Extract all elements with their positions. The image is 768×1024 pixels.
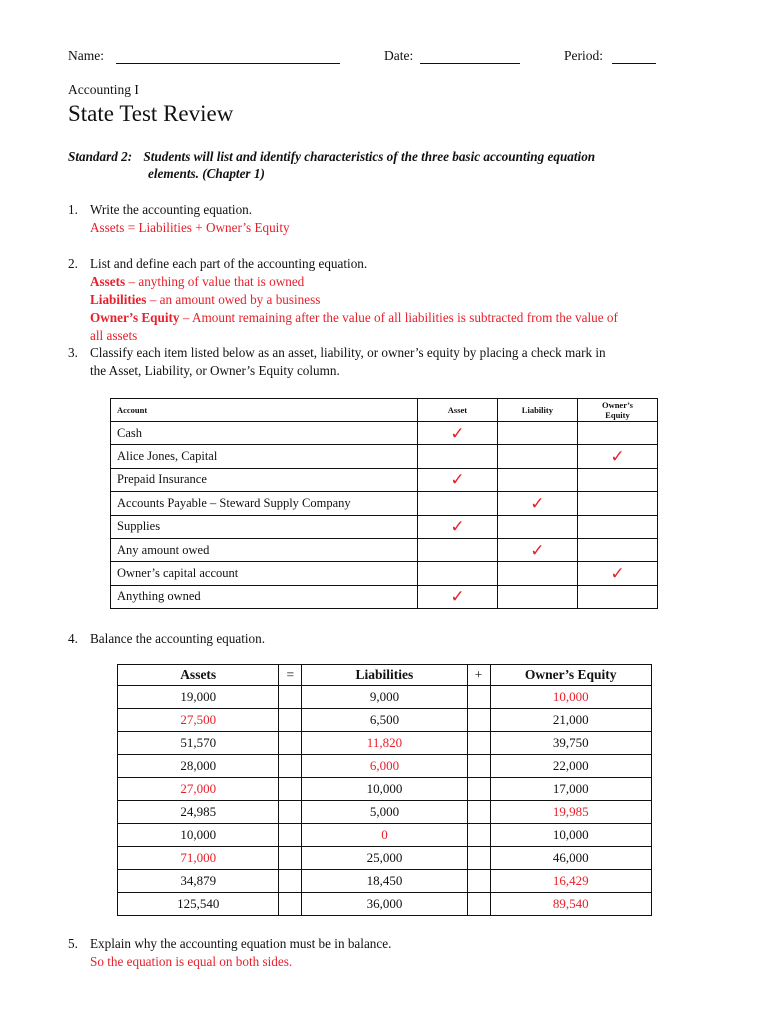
q3-line-2: the Asset, Liability, or Owner’s Equity column. — [90, 363, 340, 378]
plus-cell — [467, 847, 490, 870]
check-mark-icon: ✓ — [530, 493, 545, 513]
question-4 — [0, 630, 768, 650]
classification-row — [111, 445, 658, 468]
equation-row — [118, 755, 652, 778]
asset-header: Asset — [418, 399, 498, 422]
asset-check-cell[interactable] — [418, 538, 498, 561]
question-3 — [0, 344, 768, 384]
q1-answer: Assets = Liabilities + Owner’s Equity — [90, 220, 290, 235]
date-blank[interactable] — [420, 48, 520, 64]
equity-check-cell[interactable] — [577, 492, 657, 515]
equals-cell — [279, 709, 302, 732]
asset-check-cell[interactable] — [418, 468, 498, 491]
equity-check-cell[interactable] — [577, 422, 657, 445]
equity-header-line1: Owner’s — [601, 400, 633, 410]
question-1 — [0, 201, 768, 241]
plus-cell — [467, 755, 490, 778]
liabilities-cell: 6,000 — [302, 755, 468, 778]
liabilities-cell: 18,450 — [302, 870, 468, 893]
q2-assets-text: – anything of value that is owned — [125, 274, 305, 289]
classification-row — [111, 538, 658, 561]
plus-cell — [467, 870, 490, 893]
equals-cell — [279, 893, 302, 916]
page-title: State Test Review — [68, 101, 234, 126]
owners-equity-header: Owner’s Equity — [490, 665, 652, 686]
q2-assets-term: Assets — [90, 274, 126, 289]
equation-row — [118, 847, 652, 870]
liabilities-cell: 6,500 — [302, 709, 468, 732]
q1-number: 1. — [68, 202, 78, 217]
date-label: Date: — [384, 48, 414, 63]
liabilities-cell: 9,000 — [302, 686, 468, 709]
standard-block — [68, 148, 595, 166]
equation-row — [118, 870, 652, 893]
q2-assets-def — [90, 273, 304, 291]
q5-question: Explain why the accounting equation must be in balance. — [90, 936, 392, 951]
owners-equity-cell: 10,000 — [490, 824, 652, 847]
classification-table — [110, 398, 658, 609]
plus-header: + — [467, 665, 490, 686]
assets-cell: 27,000 — [118, 778, 279, 801]
liabilities-cell: 0 — [302, 824, 468, 847]
liability-check-cell[interactable] — [497, 562, 577, 585]
q2-number: 2. — [68, 256, 78, 271]
equity-check-cell[interactable] — [577, 585, 657, 608]
account-cell: Anything owned — [111, 585, 418, 608]
assets-cell: 71,000 — [118, 847, 279, 870]
equity-check-cell[interactable] — [577, 538, 657, 561]
liabilities-cell: 11,820 — [302, 732, 468, 755]
classification-header-row — [111, 399, 658, 422]
q2-equity-continuation: all assets — [90, 328, 138, 343]
standard-text-1: Students will list and identify characteristics of the three basic accounting equation — [143, 149, 596, 164]
owners-equity-cell: 39,750 — [490, 732, 652, 755]
owners-equity-cell: 10,000 — [490, 686, 652, 709]
owners-equity-cell: 21,000 — [490, 709, 652, 732]
check-mark-icon: ✓ — [450, 517, 465, 537]
equity-check-cell[interactable] — [577, 562, 657, 585]
asset-check-cell[interactable] — [418, 492, 498, 515]
equals-cell — [279, 824, 302, 847]
equity-check-cell[interactable] — [577, 468, 657, 491]
equation-row — [118, 686, 652, 709]
equation-table — [117, 664, 652, 916]
liability-check-cell[interactable] — [497, 468, 577, 491]
liability-header: Liability — [497, 399, 577, 422]
liability-check-cell[interactable] — [497, 538, 577, 561]
course-name: Accounting I — [68, 82, 139, 97]
q4-question: Balance the accounting equation. — [90, 631, 266, 646]
equals-cell — [279, 801, 302, 824]
equation-header-row — [118, 665, 652, 686]
equity-check-cell[interactable] — [577, 515, 657, 538]
equation-row — [118, 732, 652, 755]
equation-row — [118, 778, 652, 801]
account-cell: Cash — [111, 422, 418, 445]
classification-row — [111, 585, 658, 608]
plus-cell — [467, 801, 490, 824]
assets-cell: 24,985 — [118, 801, 279, 824]
asset-check-cell[interactable] — [418, 445, 498, 468]
q5-answer: So the equation is equal on both sides. — [90, 954, 293, 969]
check-mark-icon: ✓ — [450, 587, 465, 607]
asset-check-cell[interactable] — [418, 562, 498, 585]
q2-equity-term: Owner’s Equity — [90, 310, 180, 325]
equation-row — [118, 801, 652, 824]
equals-header: = — [279, 665, 302, 686]
account-cell: Prepaid Insurance — [111, 468, 418, 491]
equals-cell — [279, 732, 302, 755]
liability-check-cell[interactable] — [497, 515, 577, 538]
equals-cell — [279, 847, 302, 870]
account-cell: Owner’s capital account — [111, 562, 418, 585]
assets-cell: 10,000 — [118, 824, 279, 847]
period-label: Period: — [564, 48, 603, 63]
liability-check-cell[interactable] — [497, 585, 577, 608]
assets-cell: 19,000 — [118, 686, 279, 709]
asset-check-cell[interactable] — [418, 585, 498, 608]
equals-cell — [279, 755, 302, 778]
question-2 — [0, 255, 768, 350]
classification-row — [111, 515, 658, 538]
standard-label: Standard 2: — [68, 149, 133, 164]
q2-liabilities-text: – an amount owed by a business — [146, 292, 321, 307]
plus-cell — [467, 778, 490, 801]
classification-row — [111, 422, 658, 445]
owners-equity-cell: 89,540 — [490, 893, 652, 916]
q4-number: 4. — [68, 631, 78, 646]
equity-header — [577, 399, 657, 422]
liabilities-cell: 25,000 — [302, 847, 468, 870]
liability-check-cell[interactable] — [497, 492, 577, 515]
owners-equity-cell: 22,000 — [490, 755, 652, 778]
plus-cell — [467, 709, 490, 732]
liabilities-cell: 36,000 — [302, 893, 468, 916]
equals-cell — [279, 778, 302, 801]
assets-cell: 28,000 — [118, 755, 279, 778]
plus-cell — [467, 824, 490, 847]
equation-row — [118, 709, 652, 732]
classification-row — [111, 468, 658, 491]
owners-equity-cell: 16,429 — [490, 870, 652, 893]
liabilities-cell: 10,000 — [302, 778, 468, 801]
q3-line-1: Classify each item listed below as an asset, liability, or owner’s equity by placing a check mark in — [90, 345, 606, 360]
equation-row — [118, 824, 652, 847]
plus-cell — [467, 893, 490, 916]
check-mark-icon: ✓ — [530, 540, 545, 560]
account-header: Account — [111, 399, 418, 422]
equity-check-cell[interactable] — [577, 445, 657, 468]
account-cell: Any amount owed — [111, 538, 418, 561]
equals-cell — [279, 870, 302, 893]
liability-check-cell[interactable] — [497, 445, 577, 468]
check-mark-icon: ✓ — [450, 423, 465, 443]
period-blank[interactable] — [612, 48, 656, 64]
check-mark-icon: ✓ — [610, 564, 625, 584]
q2-liabilities-term: Liabilities — [90, 292, 147, 307]
classification-row — [111, 562, 658, 585]
q2-equity-text: – Amount remaining after the value of all liabilities is subtracted from the value of — [179, 310, 618, 325]
q2-equity-def — [90, 309, 618, 327]
plus-cell — [467, 732, 490, 755]
equals-cell — [279, 686, 302, 709]
account-cell: Accounts Payable – Steward Supply Company — [111, 492, 418, 515]
assets-cell: 27,500 — [118, 709, 279, 732]
classification-row — [111, 492, 658, 515]
account-cell: Supplies — [111, 515, 418, 538]
owners-equity-cell: 46,000 — [490, 847, 652, 870]
assets-cell: 34,879 — [118, 870, 279, 893]
standard-text-2: elements. (Chapter 1) — [148, 166, 265, 181]
name-label: Name: — [68, 48, 104, 63]
q1-question: Write the accounting equation. — [90, 202, 253, 217]
equity-header-line2: Equity — [605, 410, 630, 420]
name-blank[interactable] — [116, 48, 340, 64]
equation-row — [118, 893, 652, 916]
question-5 — [0, 935, 768, 975]
assets-cell: 125,540 — [118, 893, 279, 916]
plus-cell — [467, 686, 490, 709]
check-mark-icon: ✓ — [450, 470, 465, 490]
owners-equity-cell: 19,985 — [490, 801, 652, 824]
owners-equity-cell: 17,000 — [490, 778, 652, 801]
asset-check-cell[interactable] — [418, 515, 498, 538]
liabilities-cell: 5,000 — [302, 801, 468, 824]
check-mark-icon: ✓ — [610, 447, 625, 467]
assets-header: Assets — [118, 665, 279, 686]
liabilities-header: Liabilities — [302, 665, 468, 686]
q2-liabilities-def — [90, 291, 320, 309]
account-cell: Alice Jones, Capital — [111, 445, 418, 468]
q3-number: 3. — [68, 345, 78, 360]
liability-check-cell[interactable] — [497, 422, 577, 445]
asset-check-cell[interactable] — [418, 422, 498, 445]
q2-question: List and define each part of the accounting equation. — [90, 256, 368, 271]
assets-cell: 51,570 — [118, 732, 279, 755]
q5-number: 5. — [68, 936, 78, 951]
